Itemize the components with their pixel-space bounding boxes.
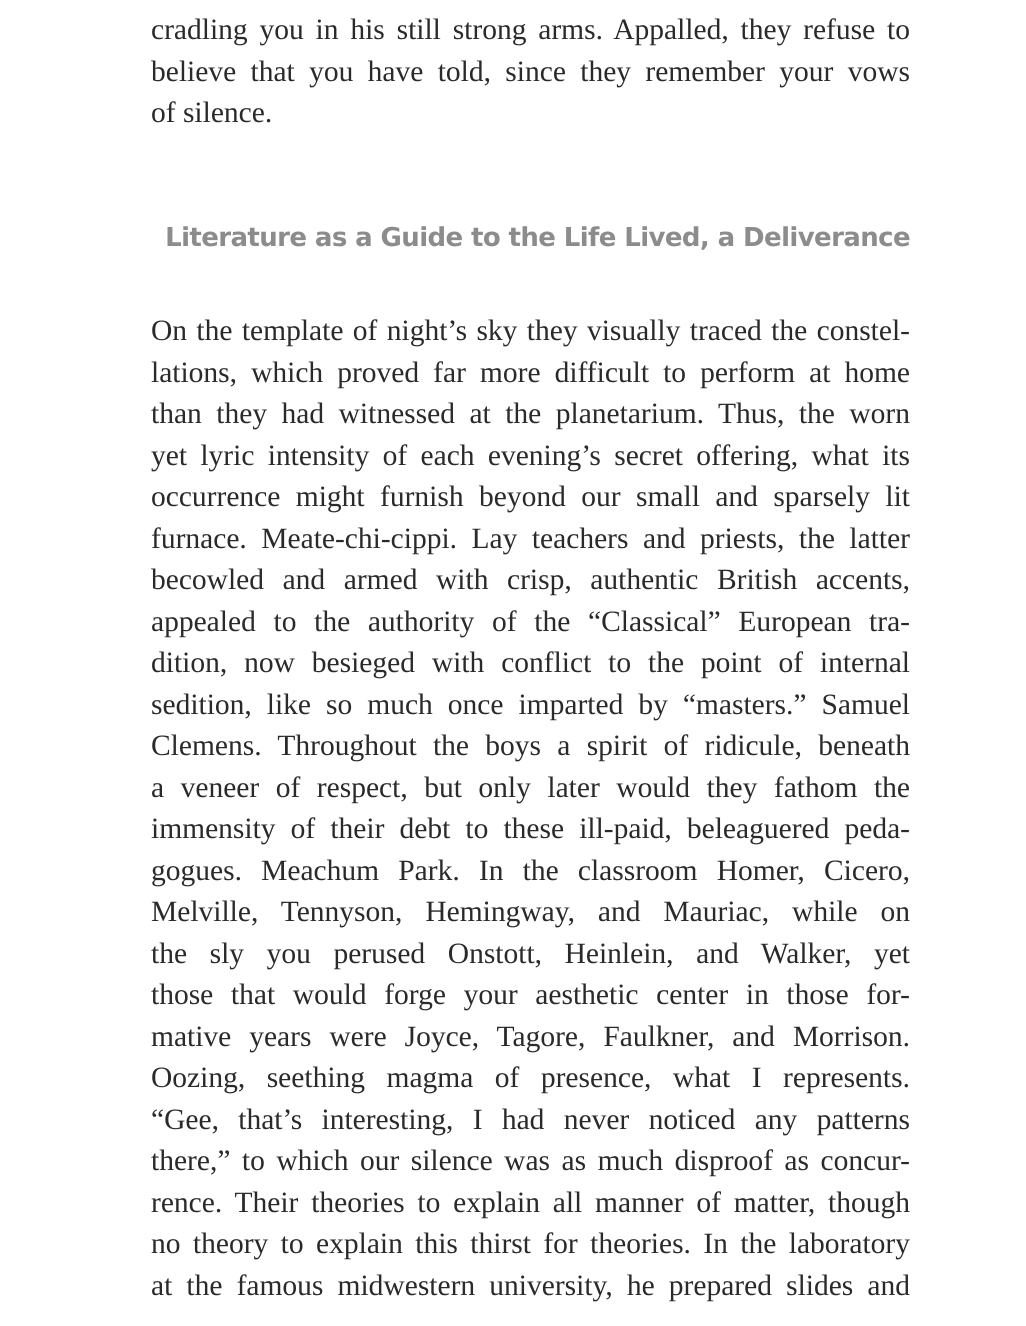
body-line: “Gee, that’s interesting, I had never noticed any patterns <box>151 1103 910 1136</box>
body-line: lations, which proved far more difficult to perform at home <box>151 356 910 389</box>
body-line: immensity of their debt to these ill-paid, beleaguered peda- <box>151 813 910 845</box>
body-paragraph <box>151 311 910 1307</box>
body-line: at the famous midwestern university, he prepared slides and <box>151 1269 910 1302</box>
body-line: appealed to the authority of the “Classical” European tra- <box>151 605 910 638</box>
body-line: there,” to which our silence was as much disproof as concur- <box>151 1145 910 1177</box>
body-line: furnace. Meate-chi-cippi. Lay teachers and priests, the latter <box>151 522 910 555</box>
body-line: gogues. Meachum Park. In the classroom Homer, Cicero, <box>151 854 910 887</box>
body-line: sedition, like so much once imparted by “masters.” Samuel <box>151 688 910 721</box>
body-line: rence. Their theories to explain all manner of matter, though <box>151 1186 910 1219</box>
section-heading: Literature as a Guide to the Life Lived, a Deliverance <box>165 223 910 253</box>
intro-line: believe that you have told, since they remember your vows <box>151 55 910 88</box>
body-line: mative years were Joyce, Tagore, Faulkner, and Morrison. <box>151 1020 910 1053</box>
intro-line: of silence. <box>151 97 273 129</box>
body-line: no theory to explain this thirst for theories. In the laboratory <box>151 1228 910 1260</box>
body-line: becowled and armed with crisp, authentic British accents, <box>151 564 910 596</box>
intro-line: cradling you in his still strong arms. Appalled, they refuse to <box>151 14 910 46</box>
body-line: dition, now besieged with conflict to the point of internal <box>151 647 910 679</box>
body-line: the sly you perused Onstott, Heinlein, and Walker, yet <box>151 937 910 970</box>
body-line: Oozing, seething magma of presence, what I represents. <box>151 1062 910 1094</box>
body-line: than they had witnessed at the planetarium. Thus, the worn <box>151 398 910 430</box>
body-line: occurrence might furnish beyond our small and sparsely lit <box>151 481 910 513</box>
intro-paragraph <box>151 10 910 135</box>
book-page <box>151 10 910 1302</box>
body-line: yet lyric intensity of each evening’s secret offering, what its <box>151 439 910 472</box>
body-line: a veneer of respect, but only later would they fathom the <box>151 771 910 804</box>
body-line: those that would forge your aesthetic center in those for- <box>151 979 910 1011</box>
body-line: On the template of night’s sky they visually traced the constel- <box>151 315 910 347</box>
body-line: Clemens. Throughout the boys a spirit of ridicule, beneath <box>151 730 910 762</box>
body-line: Melville, Tennyson, Hemingway, and Mauriac, while on <box>151 896 910 928</box>
